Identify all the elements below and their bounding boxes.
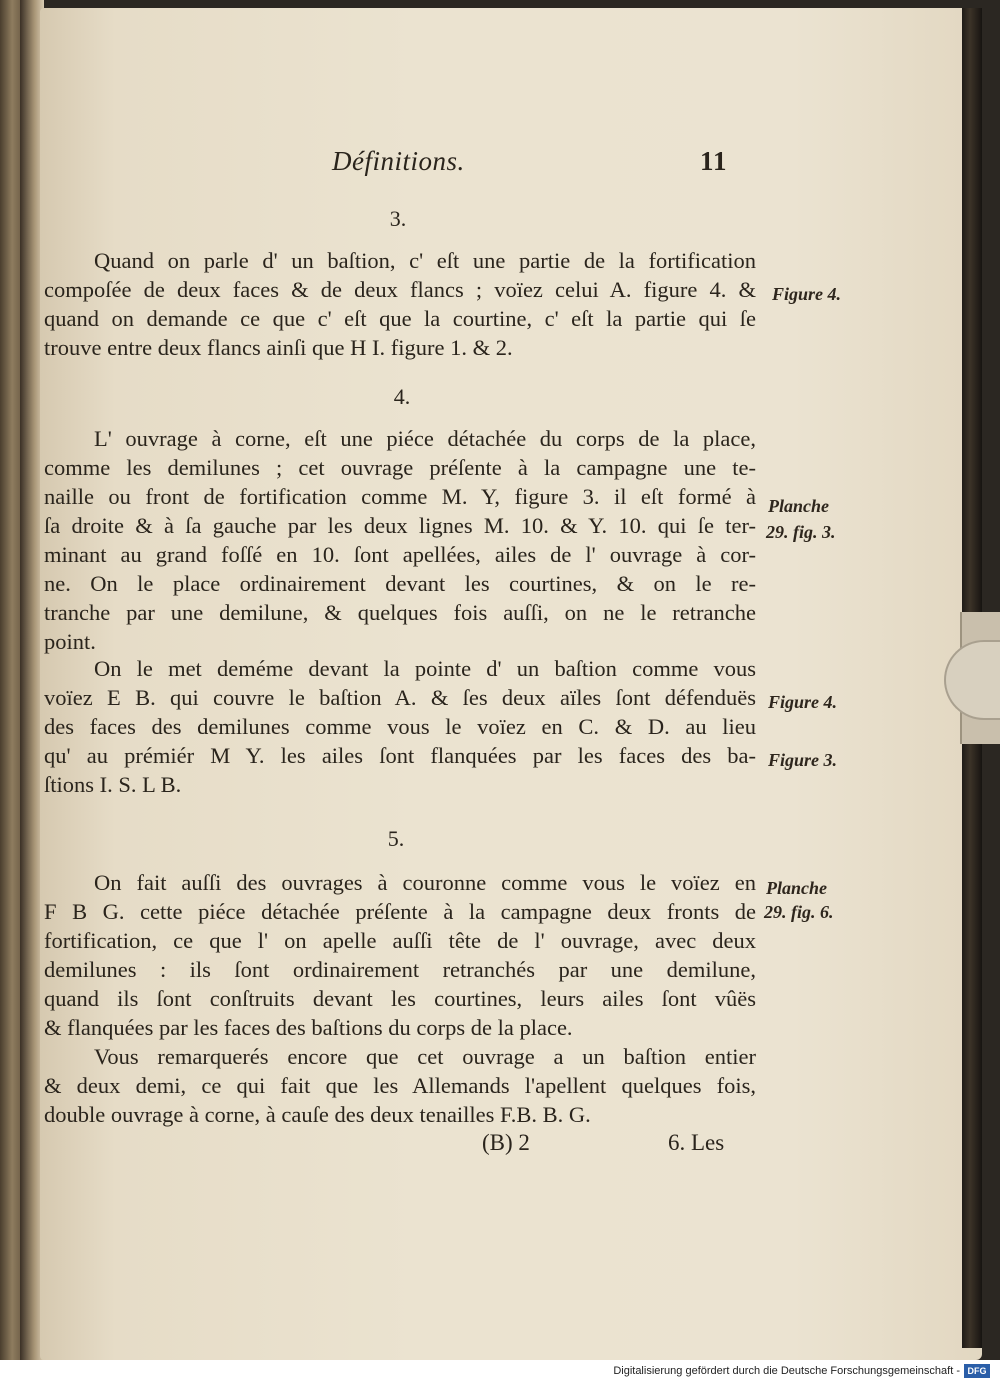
- text-line: & flanquées par les faces des baſtions du corps de la place.: [44, 1015, 573, 1040]
- text-line: L' ouvrage à corne, eſt une piéce détachée du corps de la place,: [94, 426, 756, 451]
- text-line: compoſée de deux faces & de deux flancs ; voïez celui A. figure 4. &: [44, 277, 756, 302]
- text-line: fortification, ce que l' on apelle auſſi tête de l' ouvrage, avec deux: [44, 928, 756, 953]
- text-line: demilunes : ils ſont ordinairement retranchés par une demilune,: [44, 957, 756, 982]
- text-line: On le met deméme devant la pointe d' un baſtion comme vous: [94, 656, 756, 681]
- section-number-3: 3.: [389, 206, 407, 231]
- funding-credit: Digitalisierung gefördert durch die Deutsche Forschungsgemeinschaft -: [613, 1365, 960, 1377]
- text-line: double ouvrage à corne, à cauſe des deux tenailles F.B. B. G.: [44, 1102, 591, 1127]
- text-line: minant au grand foſſé en 10. ſont apellées, ailes de l' ouvrage à cor-: [44, 542, 756, 567]
- section-4-paragraph-1: [44, 424, 756, 656]
- section-5-paragraph-1: [44, 868, 756, 1042]
- text-line: comme les demilunes ; cet ouvrage préſente à la campagne une te-: [44, 455, 756, 480]
- section-number-5: 5.: [387, 826, 405, 851]
- text-line: quand on demande ce que c' eſt que la courtine, c' eſt la partie qui ſe: [44, 306, 756, 331]
- margin-note-planche: Planche: [768, 496, 829, 516]
- margin-note-figure-4: Figure 4.: [768, 692, 838, 712]
- section-3-paragraph-1: [44, 246, 756, 362]
- margin-note-plate-fig-3: 29. fig. 3.: [766, 522, 836, 542]
- catchword: 6. Les: [668, 1130, 725, 1155]
- running-title: Définitions.: [332, 146, 465, 176]
- text-line: des faces des demilunes comme vous le voïez en C. & D. au lieu: [44, 714, 756, 739]
- text-line: On fait auſſi des ouvrages à couronne comme vous le voïez en: [94, 870, 756, 895]
- margin-note-figure-4: Figure 4.: [772, 284, 842, 304]
- previous-page-edge: [0, 0, 22, 1360]
- margin-note-planche: Planche: [766, 878, 827, 898]
- text-line: Vous remarquerés encore que cet ouvrage a un baſtion entier: [94, 1044, 756, 1069]
- dfg-logo: DFG: [964, 1364, 990, 1378]
- text-line: F B G. cette piéce détachée préſente à la campagne deux fronts de: [44, 899, 756, 924]
- text-line: ne. On le place ordinairement devant les courtines, & on le re-: [44, 571, 756, 596]
- text-line: quand ils ſont conſtruits devant les courtines, leurs ailes ſont vûës: [44, 986, 756, 1011]
- text-line: & deux demi, ce qui fait que les Allemands l'apellent quelques fois,: [44, 1073, 756, 1098]
- section-4-paragraph-2: [44, 654, 756, 799]
- text-line: ſa droite & à ſa gauche par les deux lignes M. 10. & Y. 10. qui ſe ter-: [44, 513, 756, 538]
- text-line: Quand on parle d' un baſtion, c' eſt une partie de la fortification: [94, 248, 756, 273]
- text-line: ſtions I. S. L B.: [44, 772, 182, 797]
- margin-note-figure-3: Figure 3.: [768, 750, 838, 770]
- text-line: qu' au prémiér M Y. les ailes ſont flanquées par les faces des ba-: [44, 743, 756, 768]
- text-line: point.: [44, 629, 96, 654]
- section-number-4: 4.: [393, 384, 411, 409]
- text-line: tranche par une demilune, & quelques fois auſſi, on ne le retranche: [44, 600, 756, 625]
- text-line: voïez E B. qui couvre le baſtion A. & ſes deux aïles ſont défenduës: [44, 685, 756, 710]
- signature-mark: (B) 2: [482, 1130, 530, 1155]
- margin-note-plate-fig-6: 29. fig. 6.: [764, 902, 834, 922]
- text-line: naille ou front de fortification comme M. Y, figure 3. il eſt formé à: [44, 484, 756, 509]
- text-line: trouve entre deux flancs ainſi que H I. figure 1. & 2.: [44, 335, 513, 360]
- section-5-paragraph-2: [44, 1042, 756, 1129]
- page-number: 11: [700, 146, 728, 176]
